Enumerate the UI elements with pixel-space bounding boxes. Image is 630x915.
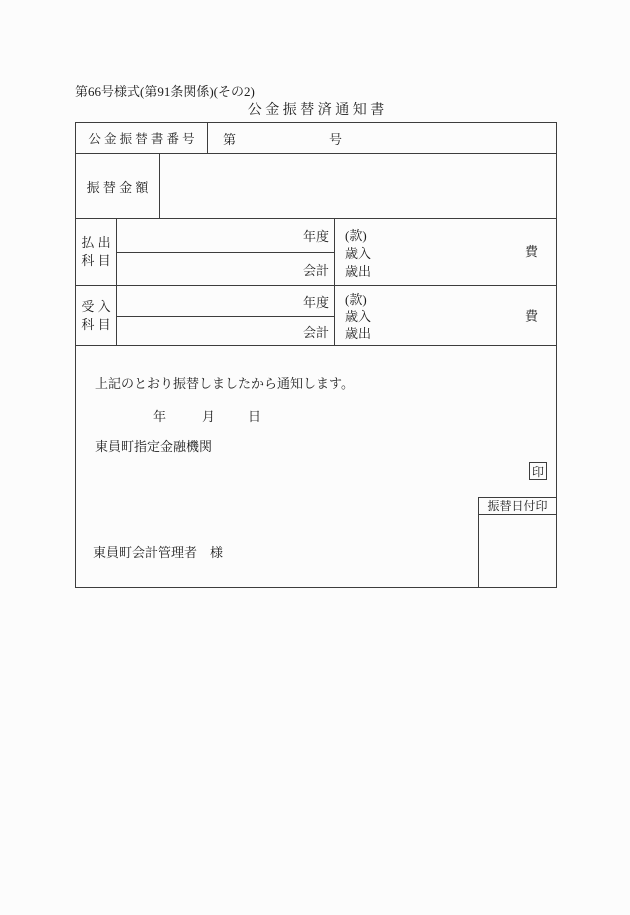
transfer-date-stamp-box	[478, 497, 556, 587]
payout-label-line1: 払 出	[81, 235, 111, 250]
form-style-note: 第66号様式(第91条関係)(その2)	[75, 84, 255, 99]
receipt-revenue-label: 歳入	[345, 309, 372, 324]
table-row-payout-subject	[76, 219, 556, 286]
receipt-fee-suffix: 費	[524, 308, 538, 323]
recipient-name: 東員町会計管理者 様	[93, 545, 224, 560]
slip-number-value-cell	[208, 123, 556, 153]
table-footer-section	[76, 346, 556, 587]
seal-mark-box	[529, 462, 547, 480]
table-row-amount	[76, 154, 556, 219]
receipt-subject-label	[76, 286, 117, 345]
transfer-date-stamp-label: 振替日付印	[479, 498, 556, 515]
payout-section-cell	[335, 219, 556, 285]
payout-account-field	[117, 253, 334, 285]
receipt-year-account-cell	[117, 286, 335, 345]
receipt-account-suffix: 会計	[302, 324, 329, 340]
date-year-label: 年	[153, 409, 167, 424]
payout-label-line2: 科 目	[81, 253, 111, 268]
notice-text: 上記のとおり振替しましたから通知します。	[95, 376, 354, 391]
date-month-label: 月	[202, 409, 216, 424]
payout-revenue-label: 歳入	[345, 246, 372, 261]
amount-value-cell	[160, 154, 556, 218]
receipt-section-hint: (款)	[345, 292, 367, 307]
payout-subject-label	[76, 219, 117, 285]
slip-number-prefix: 第	[223, 131, 237, 147]
payout-expense-label: 歳出	[345, 264, 372, 279]
issuer-bank-name: 東員町指定金融機関	[95, 439, 213, 454]
payout-year-suffix: 年度	[302, 229, 329, 244]
receipt-account-field	[117, 317, 334, 345]
table-row-slip-number	[76, 123, 556, 154]
payout-year-account-cell	[117, 219, 335, 285]
transfer-notice-table	[75, 122, 557, 588]
slip-number-suffix: 号	[329, 131, 343, 147]
receipt-year-field	[117, 286, 334, 317]
seal-mark: 印	[531, 464, 544, 479]
receipt-label-line2: 科 目	[81, 316, 111, 332]
slip-number-label: 公 金 振 替 書 番 号	[76, 123, 208, 153]
table-row-receipt-subject	[76, 286, 556, 346]
payout-account-suffix: 会計	[302, 262, 329, 278]
receipt-label-line1: 受 入	[81, 298, 111, 314]
amount-label: 振 替 金 額	[76, 154, 160, 218]
transfer-date-stamp-area	[479, 515, 556, 587]
form-title: 公 金 振 替 済 通 知 書	[247, 103, 385, 118]
payout-fee-suffix: 費	[524, 244, 538, 259]
payout-section-hint: (款)	[345, 228, 367, 243]
receipt-year-suffix: 年度	[302, 294, 329, 310]
payout-year-field	[117, 219, 334, 253]
date-day-label: 日	[248, 409, 262, 424]
receipt-expense-label: 歳出	[345, 326, 372, 341]
receipt-section-cell	[335, 286, 556, 345]
